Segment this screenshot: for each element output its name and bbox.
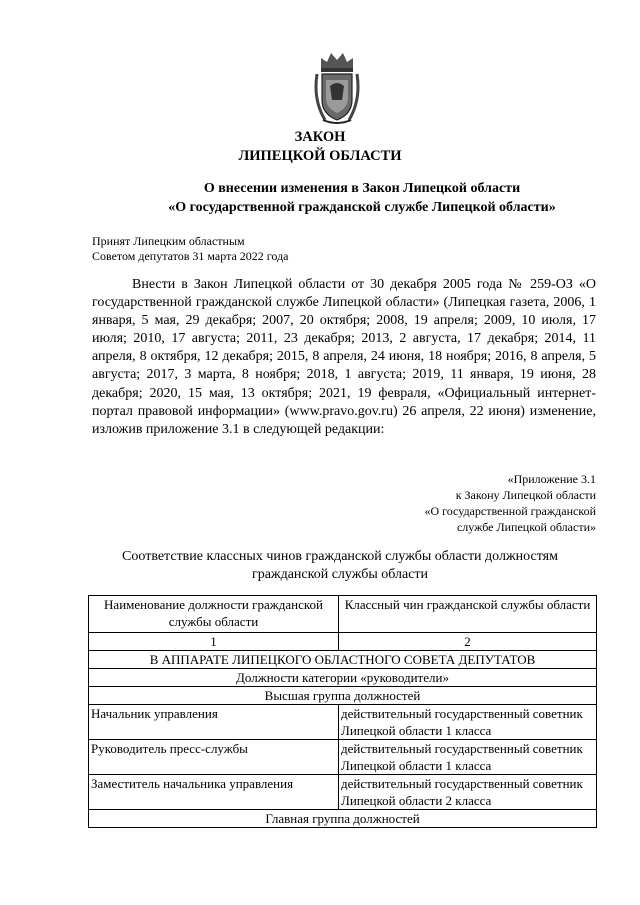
rank-cell: действительный государственный советник Липецкой области 1 класса <box>339 705 597 740</box>
law-heading: ЗАКОН <box>294 129 346 145</box>
table-row <box>89 775 597 810</box>
appendix-ref-line4: службе Липецкой области» <box>456 520 596 534</box>
category-row <box>89 669 597 687</box>
law-subtitle-line1: О внесении изменения в Закон Липецкой области <box>203 181 521 196</box>
adopted-by-line1: Принят Липецким областным <box>92 234 245 248</box>
position-cell: Начальник управления <box>89 705 339 740</box>
appendix-ref-line3: «О государственной гражданской <box>424 504 596 518</box>
group-heading-main: Главная группа должностей <box>89 810 597 828</box>
law-subtitle-line2: «О государственной гражданской службе Липецкой области» <box>168 200 556 215</box>
group-row <box>89 810 597 828</box>
position-cell: Руководитель пресс-службы <box>89 740 339 775</box>
column-number-row <box>89 633 597 651</box>
table-title-line2: гражданской службы области <box>251 567 429 582</box>
rank-cell: действительный государственный советник Липецкой области 2 класса <box>339 775 597 810</box>
table-header-row <box>89 596 597 633</box>
lipetsk-coat-of-arms-icon <box>313 50 361 126</box>
appendix-ref-line1: «Приложение 3.1 <box>507 472 596 486</box>
ranks-table <box>88 595 597 828</box>
rank-cell: действительный государственный советник Липецкой области 1 класса <box>339 740 597 775</box>
appendix-ref-line2: к Закону Липецкой области <box>455 488 596 502</box>
section-row <box>89 651 597 669</box>
column-header-position: Наименование должности гражданской службы области <box>89 596 339 633</box>
position-cell: Заместитель начальника управления <box>89 775 339 810</box>
table-row <box>89 740 597 775</box>
column-header-rank: Классный чин гражданской службы области <box>339 596 597 633</box>
region-heading: ЛИПЕЦКОЙ ОБЛАСТИ <box>238 148 402 164</box>
table-title-line1: Соответствие классных чинов гражданской службы области должностям <box>122 549 558 564</box>
column-number-1: 1 <box>89 633 339 651</box>
amendment-paragraph: Внести в Закон Липецкой области от 30 декабря 2005 года № 259-ОЗ «О государственной гражданской службе Липецкой области» (Липецкая газета, 2006, 1 января, 5 мая, 29 декабря; 2007, 20 октября; 2008, 19 апреля; 2009, 10 июля, 17 июля; 2010, 17 августа; 2011, 23 декабря; 2013, 2 августа, 17 декабря; 2014, 11 апреля, 8 октября, 12 декабря; 2015, 8 апреля, 24 июня, 18 ноября; 2016, 8 апреля, 5 августа; 2017, 3 марта, 8 ноября; 2018, 1 августа; 2019, 11 января, 19 июня, 28 декабря; 2020, 15 мая, 13 октября; 2021, 19 февраля, «Официальный интернет-портал правовой информации» (www.pravo.gov.ru) 26 апреля, 22 июня) изменение, изложив приложение 3.1 в следующей редакции: <box>92 277 596 437</box>
column-number-2: 2 <box>339 633 597 651</box>
table-row <box>89 705 597 740</box>
section-heading: В АППАРАТЕ ЛИПЕЦКОГО ОБЛАСТНОГО СОВЕТА ДЕПУТАТОВ <box>89 651 597 669</box>
category-heading: Должности категории «руководители» <box>89 669 597 687</box>
adopted-by-line2: Советом депутатов 31 марта 2022 года <box>92 249 289 263</box>
group-row <box>89 687 597 705</box>
group-heading-high: Высшая группа должностей <box>89 687 597 705</box>
